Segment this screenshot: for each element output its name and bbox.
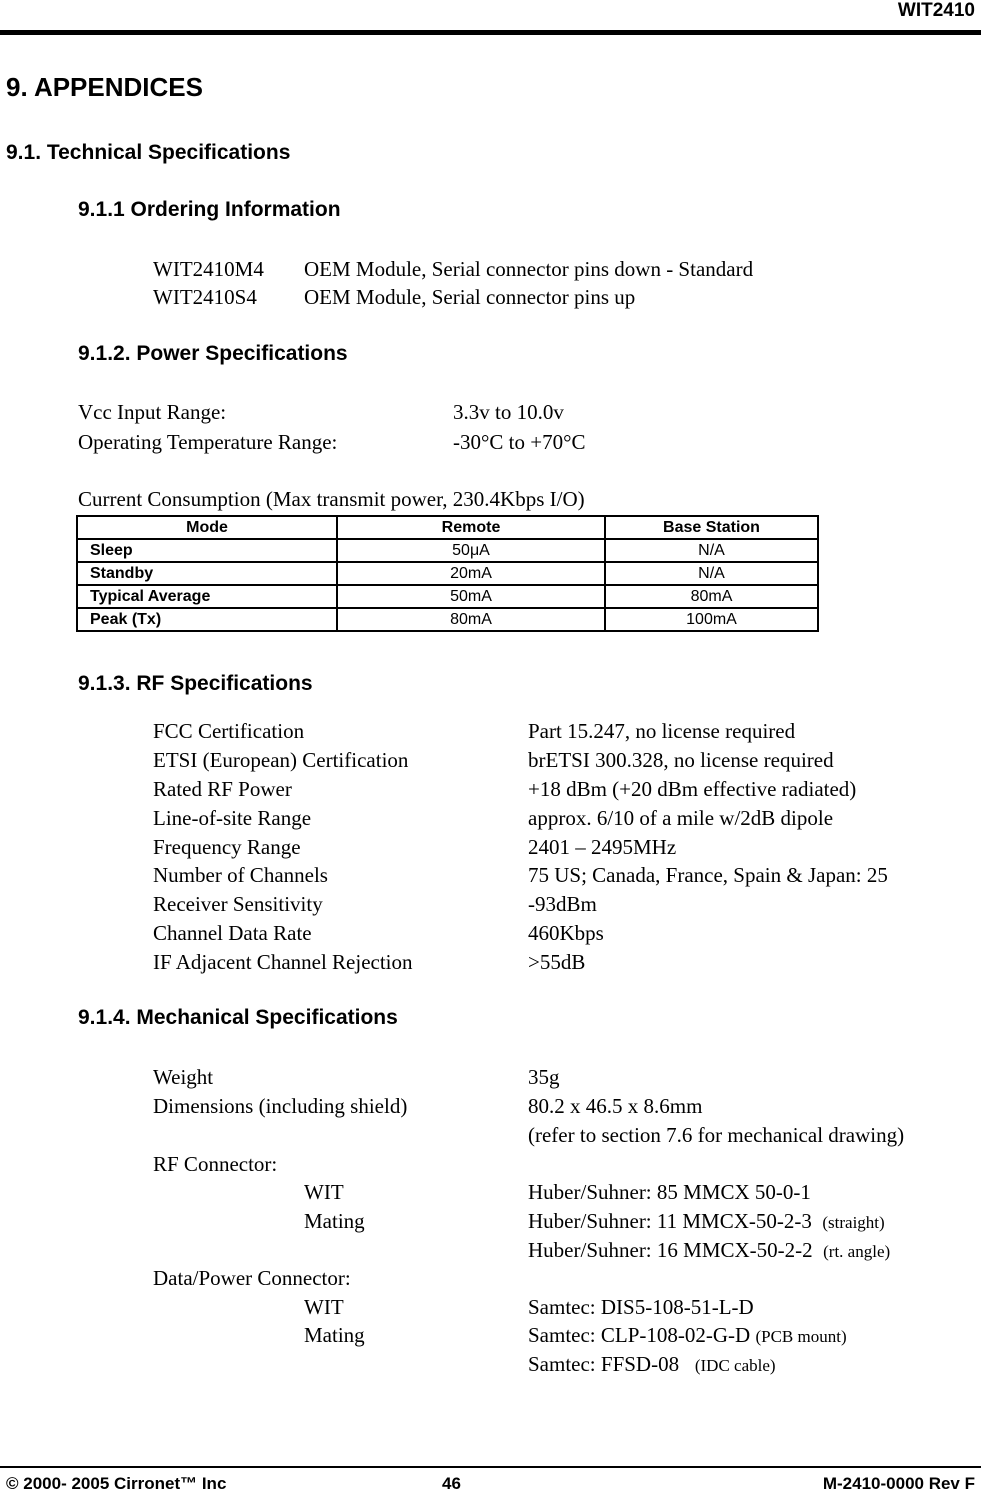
column-header-mode: Mode xyxy=(77,516,337,539)
weight-label: Weight xyxy=(153,1065,214,1089)
ordering-title: 9.1.1 Ordering Information xyxy=(78,198,341,221)
mode-cell: Peak (Tx) xyxy=(77,608,337,631)
rf-label: IF Adjacent Channel Rejection xyxy=(153,950,413,974)
table-row xyxy=(77,585,818,608)
dimensions-note: (refer to section 7.6 for mechanical drawing) xyxy=(528,1123,905,1147)
rf-value: approx. 6/10 of a mile w/2dB dipole xyxy=(528,806,834,830)
base-station-cell: N/A xyxy=(605,562,818,585)
weight-value: 35g xyxy=(528,1065,560,1089)
table-row xyxy=(77,562,818,585)
base-station-cell: 80mA xyxy=(605,585,818,608)
rf-label: Receiver Sensitivity xyxy=(153,892,323,916)
power-value: 3.3v to 10.0v xyxy=(453,400,564,424)
section-title: 9.1. Technical Specifications xyxy=(6,141,291,164)
rf-value: -93dBm xyxy=(528,892,597,916)
document-code: WIT2410 xyxy=(897,0,975,21)
ordering-part: WIT2410S4 xyxy=(153,285,257,309)
rf-label: Rated RF Power xyxy=(153,777,292,801)
power-label: Operating Temperature Range: xyxy=(78,430,338,454)
power-title: 9.1.2. Power Specifications xyxy=(78,342,348,365)
rf-mating-part: Huber/Suhner: 11 MMCX-50-2-3 xyxy=(528,1209,812,1233)
dp-wit-value: Samtec: DIS5-108-51-L-D xyxy=(528,1295,754,1319)
ordering-desc: OEM Module, Serial connector pins up xyxy=(304,285,636,309)
dp-wit-label: WIT xyxy=(304,1295,344,1319)
rf-value: 75 US; Canada, France, Spain & Japan: 25 xyxy=(528,863,888,887)
rf-value: 460Kbps xyxy=(528,921,604,945)
dimensions-value: 80.2 x 46.5 x 8.6mm xyxy=(528,1094,703,1118)
remote-cell: 20mA xyxy=(337,562,605,585)
rf-value: brETSI 300.328, no license required xyxy=(528,748,834,772)
dp-mating-label: Mating xyxy=(304,1323,365,1347)
consumption-caption: Current Consumption (Max transmit power, 230.4Kbps I/O) xyxy=(78,487,585,511)
remote-cell: 50mA xyxy=(337,585,605,608)
data-power-connector-label: Data/Power Connector: xyxy=(153,1266,351,1290)
base-station-cell: N/A xyxy=(605,539,818,562)
mech-title: 9.1.4. Mechanical Specifications xyxy=(78,1006,398,1029)
document-number: M-2410-0000 Rev F xyxy=(822,1474,975,1493)
rf-mating-value xyxy=(528,1238,890,1263)
dp-mating-note: (PCB mount) xyxy=(755,1327,847,1346)
dp-mating-part: Samtec: CLP-108-02-G-D xyxy=(528,1323,751,1347)
table-header-row xyxy=(77,516,818,539)
dp-mating-value xyxy=(528,1352,776,1377)
remote-cell: 50μA xyxy=(337,539,605,562)
mode-cell: Sleep xyxy=(77,539,337,562)
remote-cell: 80mA xyxy=(337,608,605,631)
dp-mating-note: (IDC cable) xyxy=(694,1356,776,1375)
rf-value: 2401 – 2495MHz xyxy=(528,835,677,859)
rf-mating-note: (rt. angle) xyxy=(823,1242,891,1261)
page-number: 46 xyxy=(442,1474,461,1493)
dp-mating-value xyxy=(528,1323,847,1348)
rf-label: Channel Data Rate xyxy=(153,921,312,945)
rf-mating-label: Mating xyxy=(304,1209,365,1233)
rf-label: FCC Certification xyxy=(153,719,305,743)
base-station-cell: 100mA xyxy=(605,608,818,631)
dp-mating-part: Samtec: FFSD-08 xyxy=(528,1352,680,1376)
ordering-part: WIT2410M4 xyxy=(153,257,264,281)
rf-title: 9.1.3. RF Specifications xyxy=(78,672,313,695)
mode-cell: Typical Average xyxy=(77,585,337,608)
rf-wit-label: WIT xyxy=(304,1180,344,1204)
ordering-desc: OEM Module, Serial connector pins down - Standard xyxy=(304,257,754,281)
rf-mating-part: Huber/Suhner: 16 MMCX-50-2-2 xyxy=(528,1238,813,1262)
rf-mating-note: (straight) xyxy=(822,1213,885,1232)
column-header-base-station: Base Station xyxy=(605,516,818,539)
appendices-title: 9. APPENDICES xyxy=(6,72,203,102)
rf-wit-value: Huber/Suhner: 85 MMCX 50-0-1 xyxy=(528,1180,811,1204)
mode-cell: Standby xyxy=(77,562,337,585)
rf-mating-value xyxy=(528,1209,885,1234)
rf-label: ETSI (European) Certification xyxy=(153,748,409,772)
footer-rule xyxy=(0,1466,981,1468)
table-row xyxy=(77,608,818,631)
current-consumption-table xyxy=(76,515,819,632)
power-value: -30°C to +70°C xyxy=(453,430,586,454)
header-rule xyxy=(0,30,981,35)
dimensions-label: Dimensions (including shield) xyxy=(153,1094,408,1118)
rf-value: Part 15.247, no license required xyxy=(528,719,796,743)
copyright: © 2000- 2005 Cirronet™ Inc xyxy=(6,1474,227,1493)
table-row xyxy=(77,539,818,562)
rf-value: >55dB xyxy=(528,950,586,974)
power-label: Vcc Input Range: xyxy=(78,400,227,424)
rf-label: Frequency Range xyxy=(153,835,301,859)
rf-connector-label: RF Connector: xyxy=(153,1152,278,1176)
column-header-remote: Remote xyxy=(337,516,605,539)
rf-label: Number of Channels xyxy=(153,863,328,887)
rf-label: Line-of-site Range xyxy=(153,806,312,830)
rf-value: +18 dBm (+20 dBm effective radiated) xyxy=(528,777,857,801)
